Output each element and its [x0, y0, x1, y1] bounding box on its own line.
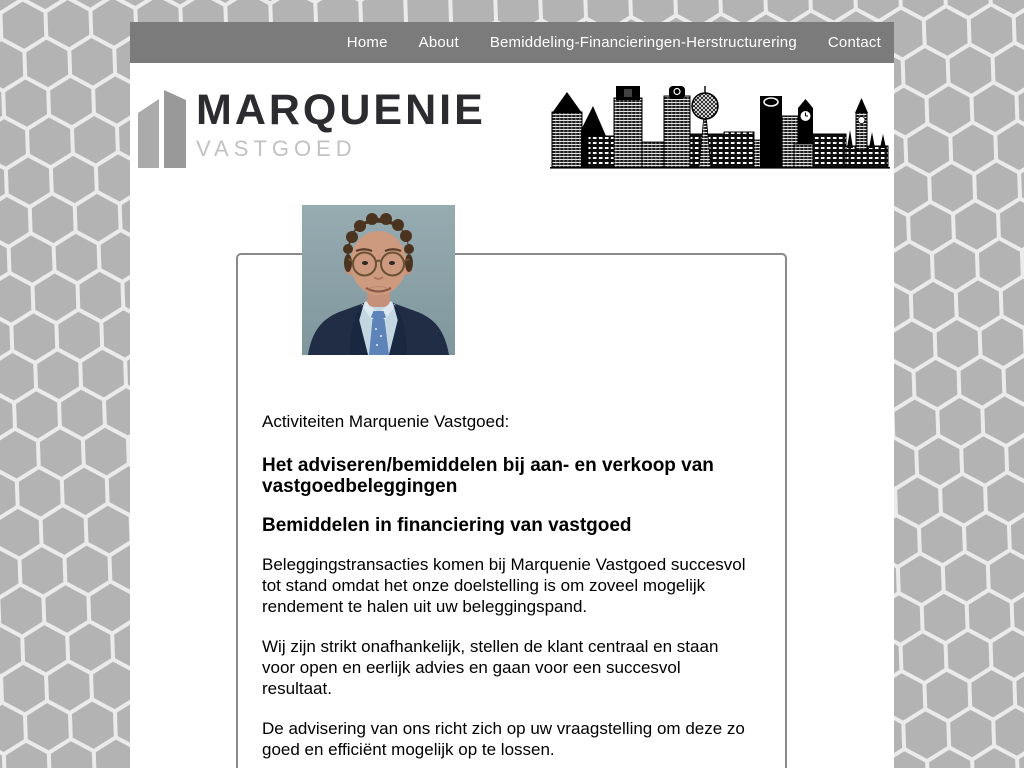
top-navbar: [130, 22, 894, 63]
brand-wordmark: [196, 86, 486, 161]
portrait-photo: [302, 205, 455, 355]
paragraph-transactions: Beleggingstransacties komen bij Marquenie Vastgoed succesvol tot stand omdat het onze doelstelling is om zoveel mogelijk rendement te halen uit uw beleggingspand.: [262, 555, 746, 616]
brand-logo: [137, 84, 486, 168]
intro-line: Activiteiten Marquenie Vastgoed:: [262, 412, 510, 431]
nav-item-contact[interactable]: Contact: [827, 34, 881, 51]
city-skyline-illustration: [550, 86, 890, 170]
building-logo-icon: [137, 84, 187, 168]
nav-item-home[interactable]: Home: [346, 34, 388, 51]
nav-item-bemiddeling[interactable]: Bemiddeling-Financieringen-Herstructurering: [489, 34, 797, 51]
page-column: [130, 0, 894, 768]
brand-subtitle: VASTGOED: [196, 136, 357, 161]
heading-financing: Bemiddelen in financiering van vastgoed: [262, 515, 632, 536]
brand-name: MARQUENIE: [196, 86, 486, 134]
heading-advising: Het adviseren/bemiddelen bij aan- en verkoop van vastgoedbeleggingen: [262, 455, 714, 497]
main-content-area: [130, 63, 894, 768]
paragraph-independence: Wij zijn strikt onafhankelijk, stellen de klant centraal en staan voor open en eerlijk advies en gaan voor een succesvol resultaat.: [262, 637, 719, 698]
paragraph-advice: De advisering van ons richt zich op uw vraagstelling om deze zo goed en efficiënt mogelijk op te lossen.: [262, 719, 745, 759]
nav-item-about[interactable]: About: [418, 34, 459, 51]
